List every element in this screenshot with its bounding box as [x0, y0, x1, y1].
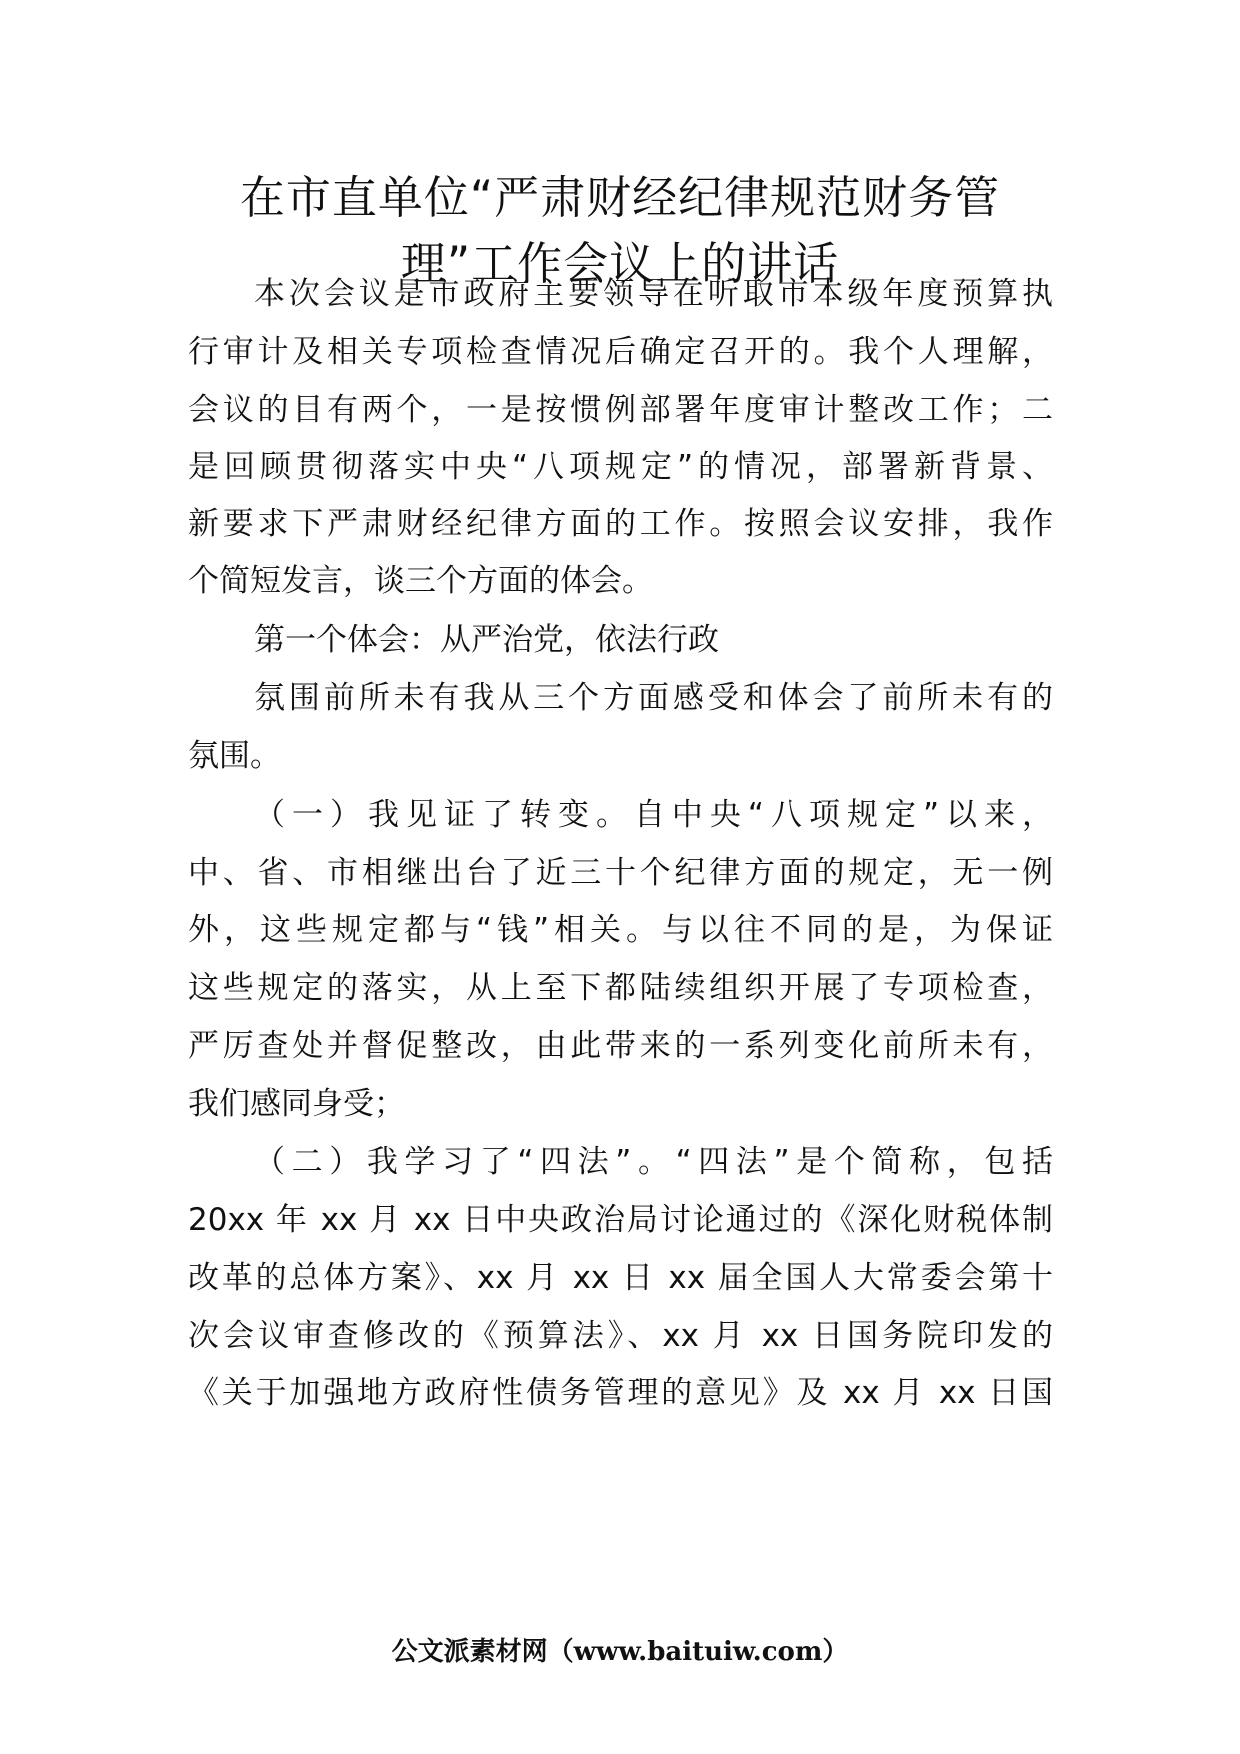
body-line: （一）我见证了转变。自中央“八项规定”以来，	[254, 797, 1053, 833]
body-line: 个简短发言，谈三个方面的体会。	[188, 563, 653, 599]
document-title-line-2: 理”工作会议上的讲话	[400, 237, 840, 290]
body-line: 这些规定的落实，从上至下都陆续组织开展了专项检查，	[188, 970, 1053, 1006]
body-line: 中、省、市相继出台了近三十个纪律方面的规定，无一例	[188, 855, 1053, 891]
body-line: 是回顾贯彻落实中央“八项规定”的情况，部署新背景、	[188, 449, 1053, 485]
body-line: 行审计及相关专项检查情况后确定召开的。我个人理解，	[188, 334, 1053, 370]
body-line: 本次会议是市政府主要领导在听取市本级年度预算执	[254, 276, 1053, 312]
body-line: 会议的目有两个，一是按惯例部署年度审计整改工作；二	[188, 392, 1053, 428]
body-line: 我们感同身受；	[188, 1086, 405, 1122]
body-line: 20xx 年 xx 月 xx 日中央政治局讨论通过的《深化财税体制	[188, 1202, 1053, 1238]
document-title-line-1: 在市直单位“严肃财经纪律规范财务管	[239, 171, 1001, 224]
body-line: 改革的总体方案》、xx 月 xx 日 xx 届全国人大常委会第十	[188, 1260, 1053, 1296]
body-line: 氛围前所未有我从三个方面感受和体会了前所未有的	[254, 680, 1053, 716]
body-line: 次会议审查修改的《预算法》、xx 月 xx 日国务院印发的	[188, 1318, 1053, 1354]
body-line: 外，这些规定都与“钱”相关。与以往不同的是，为保证	[188, 912, 1053, 948]
page-footer: 公文派素材网（www.baituiw.com）	[391, 1637, 849, 1667]
body-line: 新要求下严肃财经纪律方面的工作。按照会议安排，我作	[188, 506, 1053, 542]
body-line: （二）我学习了“四法”。“四法”是个简称，包括	[254, 1144, 1053, 1180]
body-line: 严厉查处并督促整改，由此带来的一系列变化前所未有，	[188, 1028, 1053, 1064]
section-heading: 第一个体会：从严治党，依法行政	[254, 622, 719, 658]
body-line: 氛围。	[188, 738, 281, 774]
body-line: 《关于加强地方政府性债务管理的意见》及 xx 月 xx 日国	[188, 1375, 1053, 1411]
